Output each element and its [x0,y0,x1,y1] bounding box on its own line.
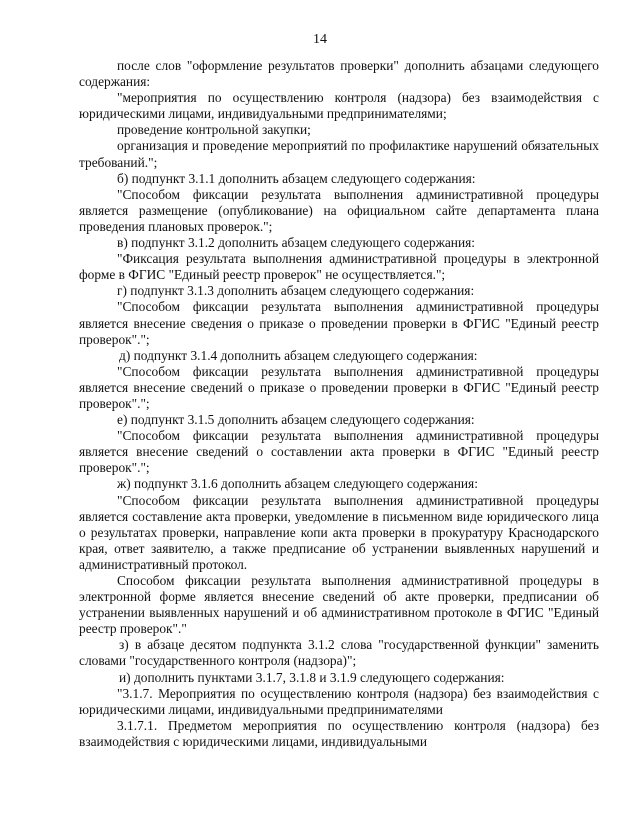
paragraph: "Способом фиксации результата выполнения административной процедуры является внесение сведений о приказе о проведении проверки в ФГИС "Единый реестр проверок"."; [79,363,599,411]
paragraph: б) подпункт 3.1.1 дополнить абзацем следующего содержания: [117,170,476,186]
paragraph: и) дополнить пунктами 3.1.7, 3.1.8 и 3.1.9 следующего содержания: [119,669,505,685]
paragraph: г) подпункт 3.1.3 дополнить абзацем следующего содержания: [117,283,475,299]
paragraph: "3.1.7. Мероприятия по осуществлению контроля (надзора) без взаимодействия с юридическими лицами, индивидуальными предпринимателями [79,685,599,717]
paragraph: "Фиксация результата выполнения административной процедуры в электронной форме в ФГИС "Единый реестр проверок" не осуществляется."; [79,251,599,283]
paragraph: "Способом фиксации результата выполнения административной процедуры является составление акта проверки, уведомление в письменном виде юридического лица о результатах проверки, направление копи акта проверки в прокуратуру Краснодарского края, ответ заявителю, а также предписание об устранении выявленных нарушений и административный протокол. [79,492,599,572]
paragraph: "Способом фиксации результата выполнения административной процедуры является внесение сведения о приказе о проведении проверки в ФГИС "Единый реестр проверок"."; [79,299,599,347]
paragraph: "мероприятия по осуществлению контроля (надзора) без взаимодействия с юридическими лицами, индивидуальными предпринимателями; [79,90,599,122]
paragraph: в) подпункт 3.1.2 дополнить абзацем следующего содержания: [117,235,476,251]
paragraph: "Способом фиксации результата выполнения административной процедуры является внесение сведений о составлении акта проверки в ФГИС "Единый реестр проверок"."; [79,428,599,476]
paragraph: д) подпункт 3.1.4 дополнить абзацем следующего содержания: [119,347,478,363]
paragraph: проведение контрольной закупки; [117,122,311,138]
paragraph: е) подпункт 3.1.5 дополнить абзацем следующего содержания: [117,412,475,428]
paragraph: 3.1.7.1. Предметом мероприятия по осуществлению контроля (надзора) без взаимодействия с юридическими лицами, индивидуальными [79,717,599,749]
paragraph: з) в абзаце десятом подпункта 3.1.2 слова "государственной функции" заменить словами "государственного контроля (надзора)"; [79,637,599,669]
paragraph: Способом фиксации результата выполнения административной процедуры в электронной форме является внесение сведений об акте проверки, предписании об устранении выявленных нарушений и об административном протоколе в ФГИС "Единый реестр проверок"." [79,573,599,637]
page-number: 14 [313,32,327,47]
paragraph: после слов "оформление результатов проверки" дополнить абзацами следующего содержания: [79,58,599,90]
paragraph: ж) подпункт 3.1.6 дополнить абзацем следующего содержания: [117,476,478,492]
document-body [79,58,599,750]
paragraph: "Способом фиксации результата выполнения административной процедуры является размещение (опубликование) на официальном сайте департамента плана проведения плановых проверок."; [79,186,599,234]
paragraph: организация и проведение мероприятий по профилактике нарушений обязательных требований."; [79,138,599,170]
